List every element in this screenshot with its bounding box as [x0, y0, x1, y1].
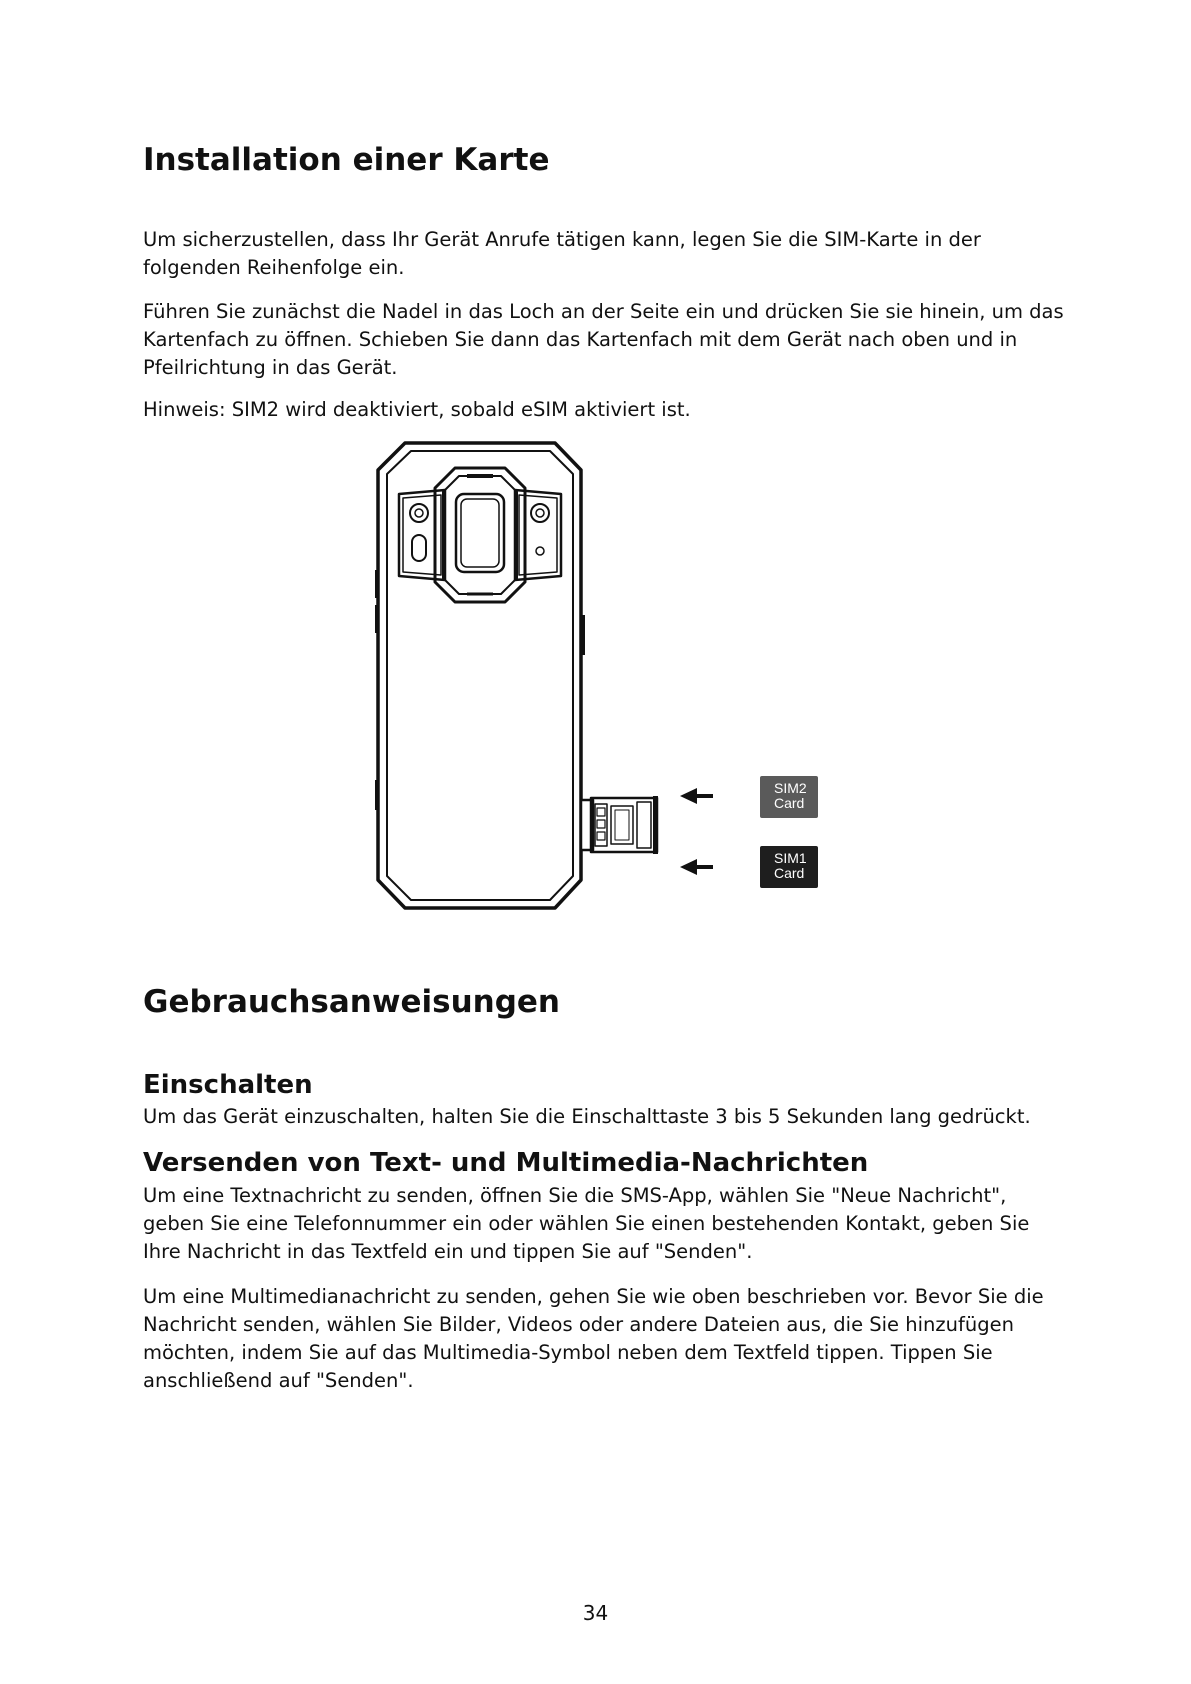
sim-installation-figure — [375, 440, 835, 915]
section-title-installation: Installation einer Karte — [143, 142, 550, 178]
phone-back-illustration — [375, 440, 835, 915]
subsection-title-messaging: Versenden von Text- und Multimedia-Nachrichten — [143, 1148, 869, 1178]
note-esim: Hinweis: SIM2 wird deaktiviert, sobald eSIM aktiviert ist. — [143, 398, 691, 421]
insert-arrow-sim2-icon — [680, 788, 713, 804]
sim2-card — [760, 776, 818, 818]
sim1-card-line1: SIM1 — [774, 850, 807, 866]
section-title-instructions: Gebrauchsanweisungen — [143, 984, 560, 1020]
page-number: 34 — [582, 1601, 609, 1625]
sim1-card — [760, 846, 818, 888]
paragraph-power-on: Um das Gerät einzuschalten, halten Sie die Einschalttaste 3 bis 5 Sekunden lang gedrückt. — [143, 1105, 1031, 1128]
subsection-title-power-on: Einschalten — [143, 1070, 313, 1100]
sim2-card-line1: SIM2 — [774, 780, 807, 796]
paragraph-sim-order: Um sicherzustellen, dass Ihr Gerät Anrufe tätigen kann, legen Sie die SIM-Karte in der folgenden Reihenfolge ein. — [143, 228, 981, 279]
paragraph-mms: Um eine Multimedianachricht zu senden, gehen Sie wie oben beschrieben vor. Bevor Sie die Nachricht senden, wählen Sie Bilder, Videos oder andere Dateien aus, die Sie hinzufügen möchten, indem Sie auf das Multimedia-Symbol neben dem Textfeld tippen. Tippen Sie anschließend auf "Senden". — [143, 1285, 1044, 1392]
sim1-card-line2: Card — [774, 865, 805, 881]
sim2-card-line2: Card — [774, 795, 805, 811]
insert-arrow-sim1-icon — [680, 859, 713, 875]
paragraph-sms: Um eine Textnachricht zu senden, öffnen Sie die SMS-App, wählen Sie "Neue Nachricht", geben Sie eine Telefonnummer ein oder wählen Sie einen bestehenden Kontakt, geben Sie Ihre Nachricht in das Textfeld ein und tippen Sie auf "Senden". — [143, 1184, 1030, 1263]
paragraph-tray-instructions: Führen Sie zunächst die Nadel in das Loch an der Seite ein und drücken Sie sie hinein, um das Kartenfach zu öffnen. Schieben Sie dann das Kartenfach mit dem Gerät nach oben und in Pfeilrichtung in das Gerät. — [143, 300, 1064, 379]
